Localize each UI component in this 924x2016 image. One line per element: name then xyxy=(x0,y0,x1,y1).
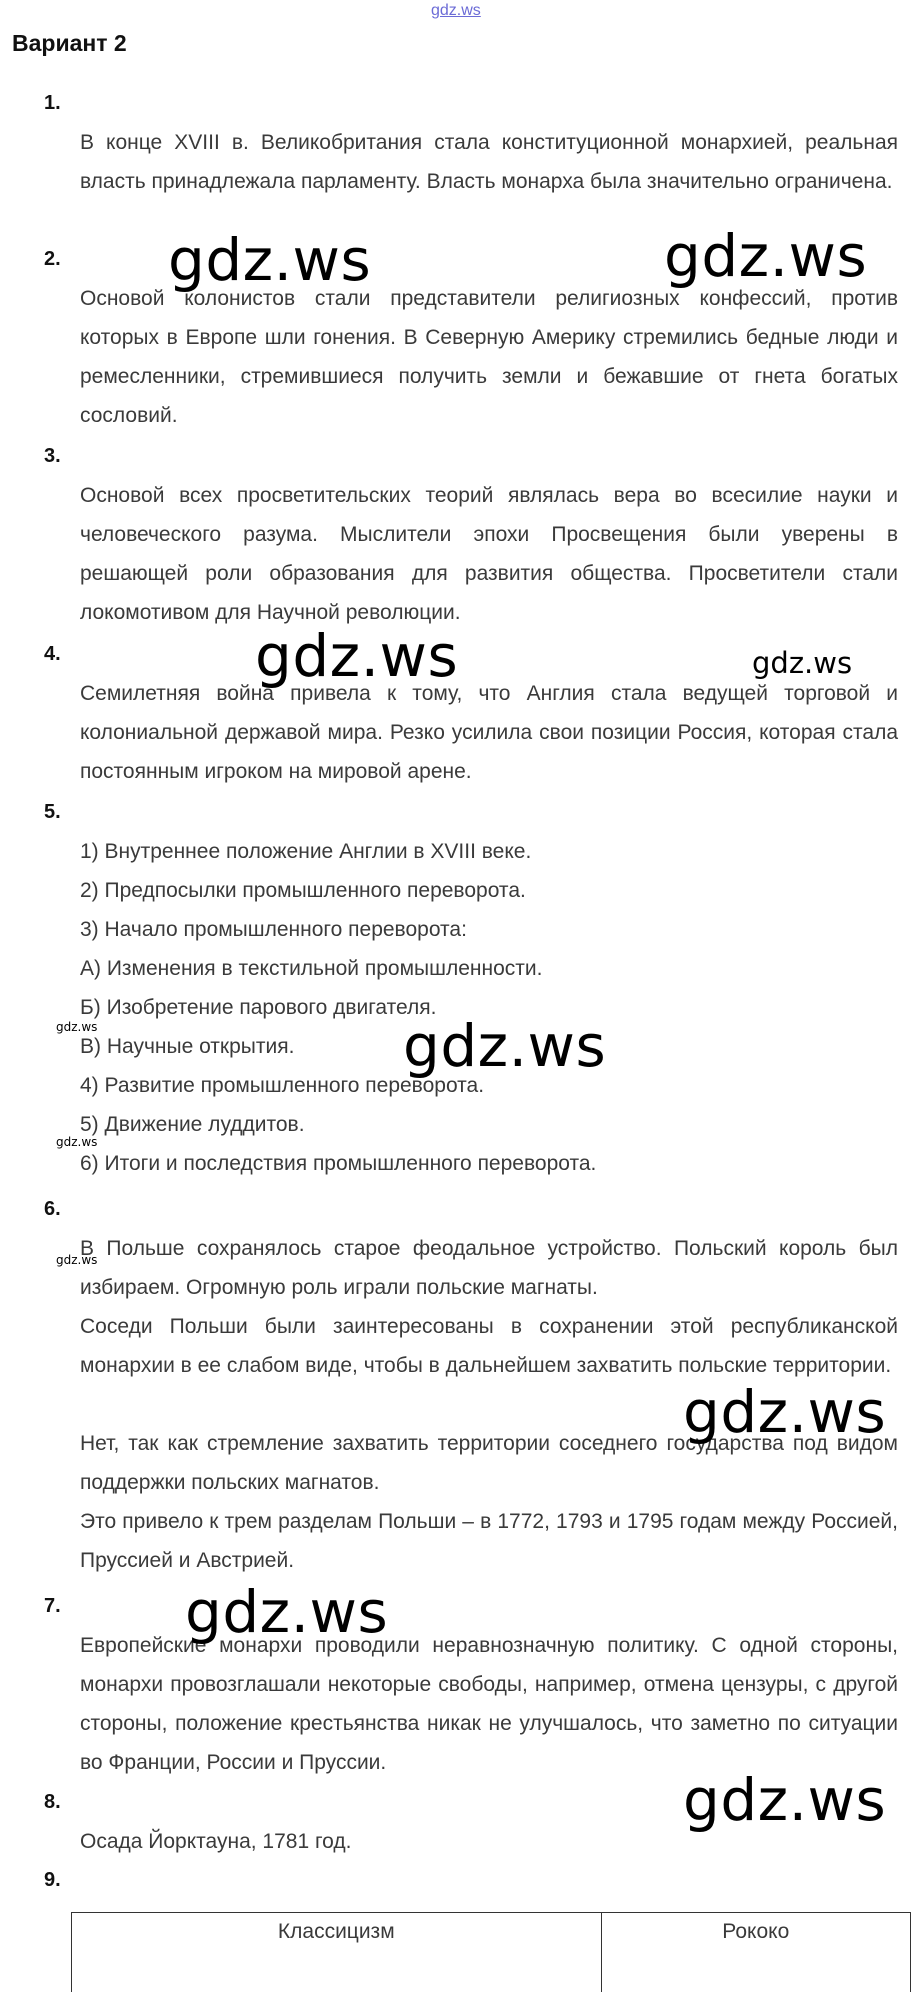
answer-3-text: Основой всех просветительских теорий являлась вера во всесилие науки и человеческого разума. Мыслители эпохи Просвещения были уверены в решающей роли образования для развития общества. Просветители стали локомотивом для Научной революции. xyxy=(80,484,898,624)
answer-8-number: 8. xyxy=(44,1791,61,1813)
answer-1-text: В конце XVIII в. Великобритания стала конституционной монархией, реальная власть принадлежала парламенту. Власть монарха была значительно ограничена. xyxy=(80,131,898,193)
plan-item: 4) Развитие промышленного переворота. xyxy=(80,1074,485,1097)
answer-5-number: 5. xyxy=(44,801,61,823)
plan-item: Б) Изобретение парового двигателя. xyxy=(80,996,437,1019)
answer-7-text: Европейские монархи проводили неравнозначную политику. С одной стороны, монархи провозглашали некоторые свободы, например, отмена цензуры, с другой стороны, положение крестьянства никак не улучшалось, что заметно по ситуации во Франции, России и Пруссии. xyxy=(80,1634,898,1774)
watermark: gdz.ws xyxy=(56,1020,98,1034)
watermark: gdz.ws xyxy=(664,222,868,290)
answer-9-number: 9. xyxy=(44,1869,61,1891)
answer-2-text: Основой колонистов стали представители религиозных конфессий, против которых в Европе шли гонения. В Северную Америку стремились бедные люди и ремесленники, стремившиеся получить земли и бежавшие от гнета богатых сословий. xyxy=(80,287,898,427)
plan-item: В) Научные открытия. xyxy=(80,1035,295,1058)
answer-2-number: 2. xyxy=(44,248,61,270)
watermark: gdz.ws xyxy=(683,1378,887,1446)
page-title: Вариант 2 xyxy=(12,30,127,56)
plan-item: 1) Внутреннее положение Англии в XVIII веке. xyxy=(80,840,532,863)
answer-6-number: 6. xyxy=(44,1198,61,1220)
answer-6-paragraph-1: В Польше сохранялось старое феодальное устройство. Польский король был избираем. Огромную роль играли польские магнаты. xyxy=(80,1237,898,1299)
answer-6-paragraph-2: Соседи Польши были заинтересованы в сохранении этой республиканской монархии в ее слабом виде, чтобы в дальнейшем захватить польские территории. xyxy=(80,1315,898,1377)
table-row xyxy=(72,1951,911,1992)
table-cell xyxy=(72,1951,602,1992)
comparison-table xyxy=(71,1912,911,1992)
plan-item: 2) Предпосылки промышленного переворота. xyxy=(80,879,526,902)
plan-item: 5) Движение луддитов. xyxy=(80,1113,305,1136)
table-header-row xyxy=(72,1913,911,1952)
watermark: gdz.ws xyxy=(403,1012,607,1080)
top-watermark-link[interactable]: gdz.ws xyxy=(431,2,481,19)
watermark: gdz.ws xyxy=(56,1135,98,1149)
answer-6-paragraph-4: Это привело к трем разделам Польши – в 1772, 1793 и 1795 годам между Россией, Пруссией и Австрией. xyxy=(80,1510,898,1572)
watermark: gdz.ws xyxy=(752,646,853,680)
answer-7-number: 7. xyxy=(44,1595,61,1617)
answer-6-paragraph-3: Нет, так как стремление захватить территории соседнего государства под видом поддержки польских магнатов. xyxy=(80,1432,898,1494)
answer-4-number: 4. xyxy=(44,643,61,665)
table-cell xyxy=(601,1951,910,1992)
watermark: gdz.ws xyxy=(185,1578,389,1646)
answer-1-number: 1. xyxy=(44,92,61,114)
watermark: gdz.ws xyxy=(56,1253,98,1267)
answer-3-number: 3. xyxy=(44,445,61,467)
plan-item: А) Изменения в текстильной промышленности. xyxy=(80,957,543,980)
watermark: gdz.ws xyxy=(683,1766,887,1834)
plan-item: 6) Итоги и последствия промышленного переворота. xyxy=(80,1152,597,1175)
table-header-classicism: Классицизм xyxy=(72,1913,602,1952)
watermark: gdz.ws xyxy=(255,622,459,690)
answer-4-text: Семилетняя война привела к тому, что Англия стала ведущей торговой и колониальной державой мира. Резко усилила свои позиции Россия, которая стала постоянным игроком на мировой арене. xyxy=(80,682,898,783)
plan-item: 3) Начало промышленного переворота: xyxy=(80,918,467,941)
table-header-rococo: Рококо xyxy=(601,1913,910,1952)
answer-8-text: Осада Йорктауна, 1781 год. xyxy=(80,1830,352,1853)
watermark: gdz.ws xyxy=(168,226,372,294)
